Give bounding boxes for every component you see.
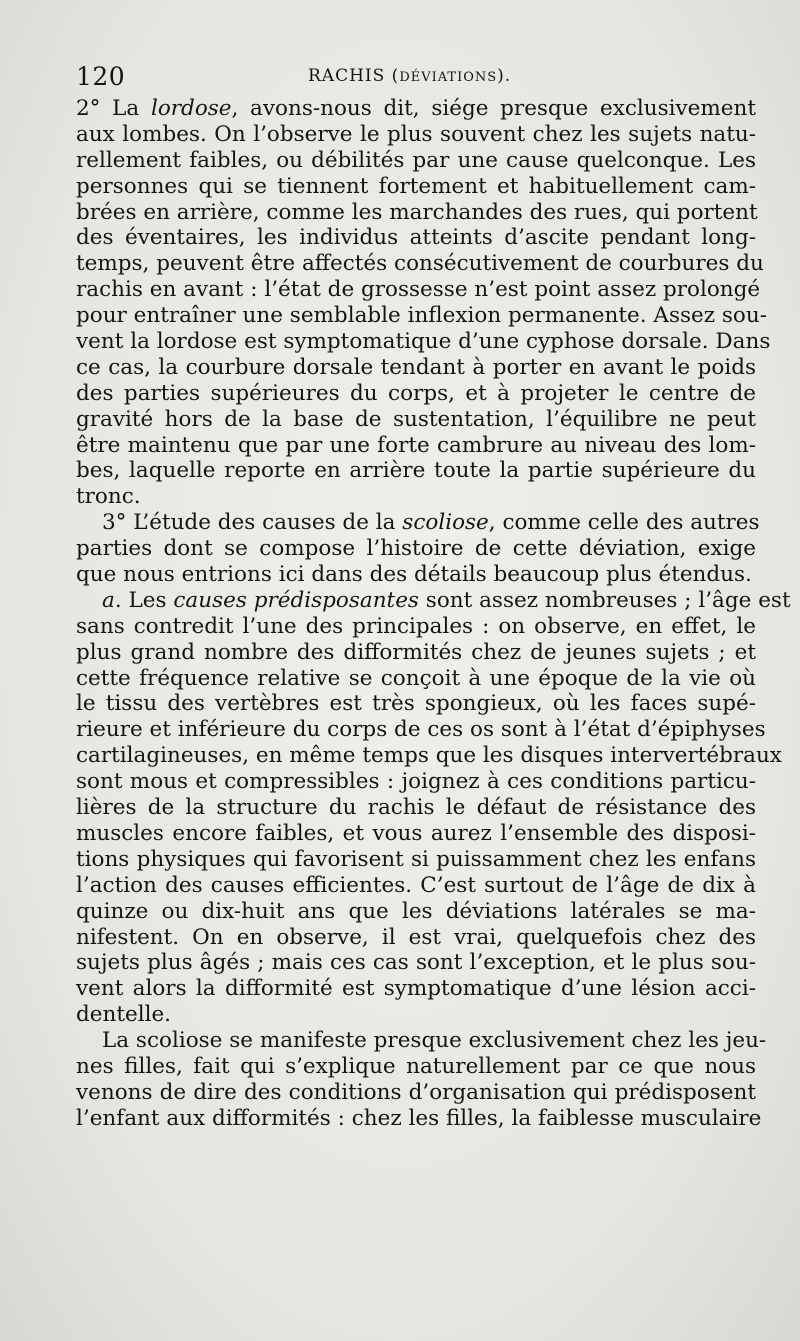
text-segment: temps, peuvent être affectés consécutivement de courbures du [76, 251, 764, 277]
text-segment: que nous entrions ici dans des détails beaucoup plus étendus. [76, 562, 752, 588]
text-segment: sujets plus âgés ; mais ces cas sont l’exception, et le plus sou- [76, 950, 756, 976]
text-segment: vent alors la difformité est symptomatique d’une lésion acci- [76, 976, 756, 1002]
running-head-main: RACHIS ( [308, 66, 400, 86]
text-segment: vent la lordose est symptomatique d’une cyphose dorsale. Dans [76, 329, 771, 355]
text-segment: brées en arrière, comme les marchandes des rues, qui portent [76, 199, 758, 225]
text-line [76, 666, 756, 692]
text-line [76, 510, 760, 536]
text-segment: l’action des causes efficientes. C’est surtout de l’âge de dix à [76, 872, 756, 898]
text-segment: La scoliose se manifeste presque exclusivement chez les jeu- [102, 1028, 767, 1054]
text-segment: cette fréquence relative se conçoit à une époque de la vie où [76, 665, 756, 691]
text-line [76, 303, 767, 329]
text-segment: tions physiques qui favorisent si puissamment chez les enfans [76, 846, 756, 872]
text-segment: le tissu des vertèbres est très spongieux, où les faces supé- [76, 691, 756, 717]
text-line [76, 717, 766, 743]
text-segment: sans contredit l’une des principales : on observe, en effet, le [76, 613, 756, 639]
italic-text: lordose [150, 96, 232, 121]
text-line [76, 1002, 756, 1028]
body-text [76, 96, 791, 1132]
text-line [76, 484, 756, 510]
page-number: 120 [76, 62, 126, 91]
text-segment: muscles encore faibles, et vous aurez l’ensemble des disposi- [76, 820, 756, 846]
text-segment: être maintenu que par une forte cambrure au niveau des lom- [76, 432, 756, 458]
text-segment: rellement faibles, ou débilités par une cause quelconque. Les [76, 147, 756, 173]
text-line [76, 614, 756, 640]
text-line [76, 873, 756, 899]
text-line [76, 148, 756, 174]
text-line [76, 381, 756, 407]
running-head-close: ). [497, 66, 512, 86]
text-line [76, 329, 771, 355]
text-line [76, 1105, 762, 1132]
text-segment: des éventaires, les individus atteints d’ascite pendant long- [76, 225, 756, 251]
text-segment: , avons-nous dit, siége presque exclusivement [231, 96, 756, 121]
text-line [76, 174, 756, 200]
text-line [76, 587, 791, 614]
text-segment: 2° La [76, 96, 151, 121]
text-line [76, 277, 761, 303]
text-segment: des parties supérieures du corps, et à projeter le centre de [76, 380, 756, 406]
text-line [76, 407, 756, 433]
text-segment: dentelle. [76, 1002, 172, 1028]
text-line [76, 769, 756, 795]
text-line [76, 821, 756, 847]
text-segment: aux lombes. On l’observe le plus souvent chez les sujets natu- [76, 121, 756, 147]
text-segment: personnes qui se tiennent fortement et habituellement cam- [76, 173, 756, 199]
text-line [76, 122, 756, 148]
text-segment: nifestent. On en observe, il est vrai, quelquefois chez des [76, 924, 756, 950]
text-line [76, 562, 756, 588]
text-line [76, 225, 756, 251]
text-line [76, 1080, 756, 1106]
text-segment: nes filles, fait qui s’explique naturellement par ce que nous [76, 1053, 756, 1079]
text-segment: sont mous et compressibles : joignez à ces conditions particu- [76, 769, 756, 795]
text-segment: bes, laquelle reporte en arrière toute la partie supérieure du [76, 458, 756, 484]
text-line [76, 355, 756, 381]
text-segment: plus grand nombre des difformités chez de jeunes sujets ; et [76, 639, 756, 665]
text-line [76, 200, 756, 226]
text-segment: . Les [114, 587, 174, 613]
text-segment: parties dont se compose l’histoire de cette déviation, exige [76, 536, 756, 562]
text-segment: l’enfant aux difformités : chez les filles, la faiblesse musculaire [76, 1105, 762, 1131]
text-line [76, 950, 756, 976]
page-header [76, 62, 756, 96]
text-segment: 3° L’étude des causes de la [102, 510, 403, 536]
text-line [76, 1054, 756, 1080]
text-line [76, 96, 756, 122]
text-line [76, 433, 756, 459]
text-segment: quinze ou dix-huit ans que les déviations latérales se ma- [76, 898, 756, 924]
text-line [76, 976, 756, 1002]
text-line [76, 795, 756, 821]
text-segment: gravité hors de la base de sustentation, l’équilibre ne peut [76, 406, 756, 432]
text-segment: venons de dire des conditions d’organisation qui prédisposent [76, 1079, 756, 1105]
text-line [76, 640, 756, 666]
text-segment: rachis en avant : l’état de grossesse n’est point assez prolongé [76, 277, 761, 303]
text-line [76, 251, 764, 277]
text-line [76, 1028, 767, 1054]
text-line [76, 899, 756, 925]
text-line [76, 847, 756, 873]
text-line [76, 691, 756, 717]
text-segment: tronc. [76, 484, 141, 510]
running-head [308, 66, 511, 86]
text-line [76, 743, 782, 769]
italic-text: causes prédisposantes [173, 587, 419, 613]
text-line [76, 925, 756, 951]
text-segment: lières de la structure du rachis le défaut de résistance des [76, 795, 756, 821]
text-line [76, 458, 756, 484]
italic-text: a [102, 587, 115, 613]
running-head-subtitle: DÉVIATIONS [399, 70, 498, 85]
text-segment: sont assez nombreuses ; l’âge est [418, 587, 791, 613]
text-segment: rieure et inférieure du corps de ces os sont à l’état d’épiphyses [76, 717, 766, 743]
text-line [76, 536, 756, 562]
text-segment: ce cas, la courbure dorsale tendant à porter en avant le poids [76, 354, 756, 380]
text-segment: , comme celle des autres [488, 510, 760, 536]
text-segment: pour entraîner une semblable inflexion permanente. Assez sou- [76, 303, 767, 329]
text-segment: cartilagineuses, en même temps que les disques intervertébraux [76, 743, 782, 769]
italic-text: scoliose [402, 510, 489, 536]
